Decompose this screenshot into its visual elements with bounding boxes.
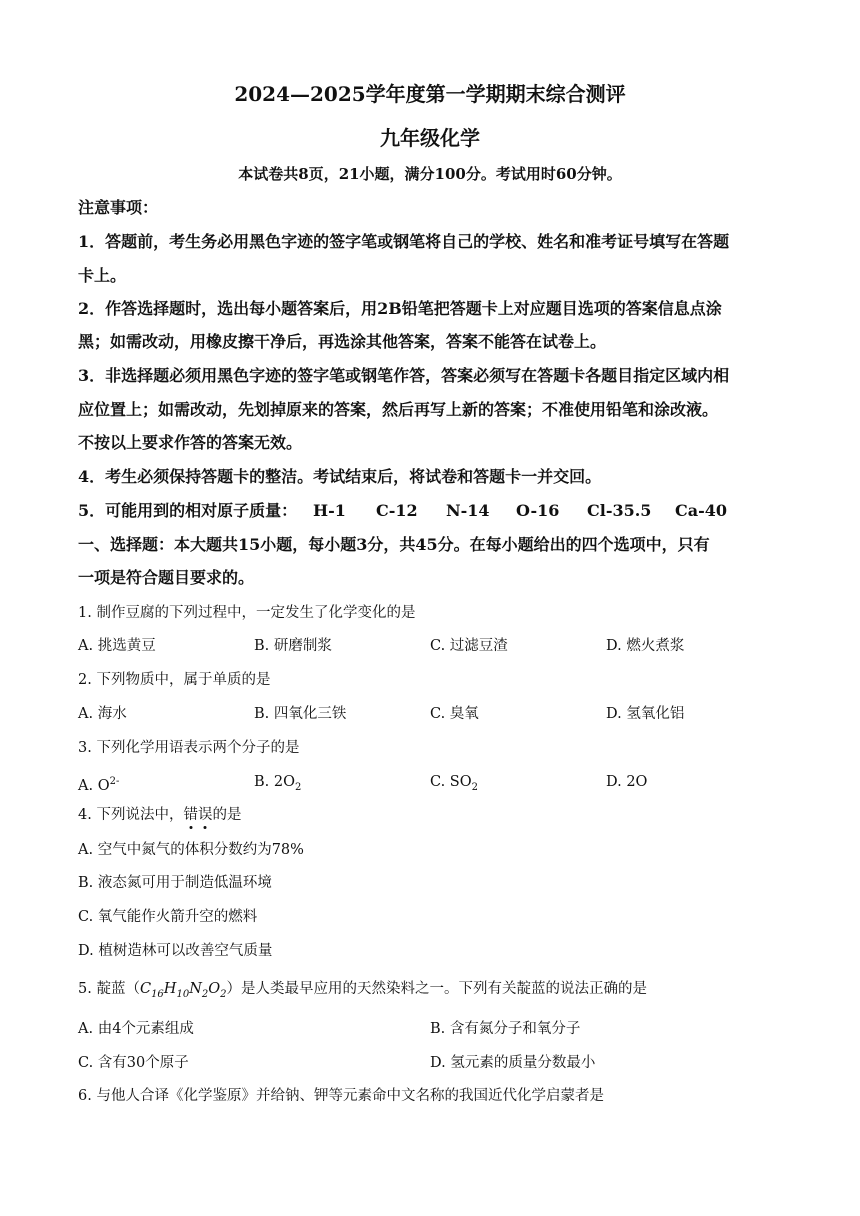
question-3-option-b: [254, 772, 301, 798]
stem-suffix: ）是人类最早应用的天然染料之一。下列有关靛蓝的说法正确的是: [226, 981, 648, 997]
question-2-option-c: C. 臭氧: [430, 706, 479, 722]
notice-item-4: 4．考生必须保持答题卡的整洁。考试结束后，将试卷和答题卡一并交回。: [78, 467, 602, 486]
exam-title: 2024—2025学年度第一学期期末综合测评: [234, 82, 626, 106]
question-1-option-c: C. 过滤豆渣: [430, 638, 508, 654]
notice-item-3-line-3: 不按以上要求作答的答案无效。: [78, 433, 303, 452]
question-5-option-d: D. 氢元素的质量分数最小: [430, 1055, 596, 1071]
notice-item-2-line-2: 黑；如需改动，用橡皮擦干净后，再选涂其他答案，答案不能答在试卷上。: [78, 332, 607, 351]
question-6-stem: 6. 与他人合译《化学鉴原》并给钠、钾等元素命中文名称的我国近代化学启蒙者是: [78, 1088, 604, 1104]
indigo-formula: [139, 981, 227, 1000]
notice-item-1-line-2: 卡上。: [78, 266, 127, 285]
question-1-option-b: B. 研磨制浆: [254, 638, 332, 654]
notice-heading: 注意事项：: [78, 198, 159, 217]
section-1-heading-line-1: 一、选择题：本大题共15小题，每小题3分，共45分。在每小题给出的四个选项中，只有: [78, 535, 710, 554]
exam-subtitle: 九年级化学: [380, 126, 480, 150]
notice-item-3-line-2: 应位置上；如需改动，先划掉原来的答案，然后再写上新的答案；不准使用铅笔和涂改液。: [78, 400, 719, 419]
option-a-superscript: 2-: [109, 776, 120, 787]
notice-item-1-line-1: 1．答题前，考生务必用黑色字迹的签字笔或钢笔将自己的学校、姓名和准考证号填写在答题: [78, 232, 730, 251]
emphasis-char-2: 误: [197, 807, 213, 823]
option-c-subscript: 2: [471, 781, 478, 793]
option-a-text: A. O: [78, 777, 110, 794]
stem-prefix: 5. 靛蓝（: [78, 981, 140, 997]
option-c-text: C. SO: [430, 774, 472, 790]
atomic-mass-h: H-1: [313, 501, 346, 520]
formula-h-count: 10: [176, 988, 190, 1000]
stem-suffix: 的是: [212, 807, 242, 823]
question-4-option-d: D. 植树造林可以改善空气质量: [78, 943, 273, 959]
question-1-stem: 1. 制作豆腐的下列过程中，一定发生了化学变化的是: [78, 605, 416, 621]
question-3-stem: 3. 下列化学用语表示两个分子的是: [78, 740, 300, 756]
notice-item-3-line-1: 3．非选择题必须用黑色字迹的签字笔或钢笔作答，答案必须写在答题卡各题目指定区域内相: [78, 366, 730, 385]
question-1-option-d: D. 燃火煮浆: [606, 638, 685, 654]
question-5-option-a: A. 由4个元素组成: [78, 1021, 194, 1037]
exam-info: 本试卷共8页，21小题，满分100分。考试用时60分钟。: [238, 165, 622, 183]
formula-c: C: [139, 981, 152, 997]
question-5-option-c: C. 含有30个原子: [78, 1055, 189, 1071]
stem-prefix: 4. 下列说法中，: [78, 807, 184, 823]
notice-item-5: [78, 501, 297, 521]
question-4-option-c: C. 氧气能作火箭升空的燃料: [78, 909, 258, 925]
section-1-heading-line-2: 一项是符合题目要求的。: [78, 568, 255, 587]
question-4-option-a: A. 空气中氮气的体积分数约为78%: [78, 842, 304, 858]
question-2-option-b: B. 四氧化三铁: [254, 706, 347, 722]
option-b-text: B. 2O: [254, 774, 295, 790]
emphasis-char-1: 错: [183, 807, 198, 823]
formula-o: O: [208, 981, 221, 997]
question-5-option-b: B. 含有氮分子和氧分子: [430, 1021, 581, 1037]
question-3-option-d: D. 2O: [606, 774, 648, 790]
atomic-mass-label: 5．可能用到的相对原子质量：: [78, 501, 298, 520]
question-2-option-a: A. 海水: [78, 706, 127, 722]
formula-c-count: 16: [151, 988, 164, 1000]
option-b-subscript: 2: [295, 781, 302, 793]
formula-n-count: 2: [201, 988, 209, 1000]
question-1-option-a: A. 挑选黄豆: [78, 638, 156, 654]
question-4-option-b: B. 液态氮可用于制造低温环境: [78, 875, 272, 891]
atomic-mass-n: N-14: [446, 501, 490, 520]
question-3-option-c: [430, 772, 478, 798]
question-2-option-d: D. 氢氧化铝: [606, 706, 685, 722]
notice-item-2-line-1: 2．作答选择题时，选出每小题答案后，用2B铅笔把答题卡上对应题目选项的答案信息点涂: [78, 299, 722, 318]
question-4-stem: [78, 805, 241, 825]
atomic-mass-ca: Ca-40: [675, 501, 728, 520]
question-3-option-a: [78, 772, 119, 796]
atomic-mass-cl: Cl-35.5: [587, 501, 652, 520]
formula-o-count: 2: [220, 988, 227, 1000]
question-5-stem: [78, 979, 647, 1005]
formula-n: N: [189, 981, 202, 997]
atomic-mass-c: C-12: [376, 501, 418, 520]
formula-h: H: [163, 981, 177, 997]
atomic-mass-o: O-16: [516, 501, 560, 520]
question-2-stem: 2. 下列物质中，属于单质的是: [78, 672, 271, 688]
